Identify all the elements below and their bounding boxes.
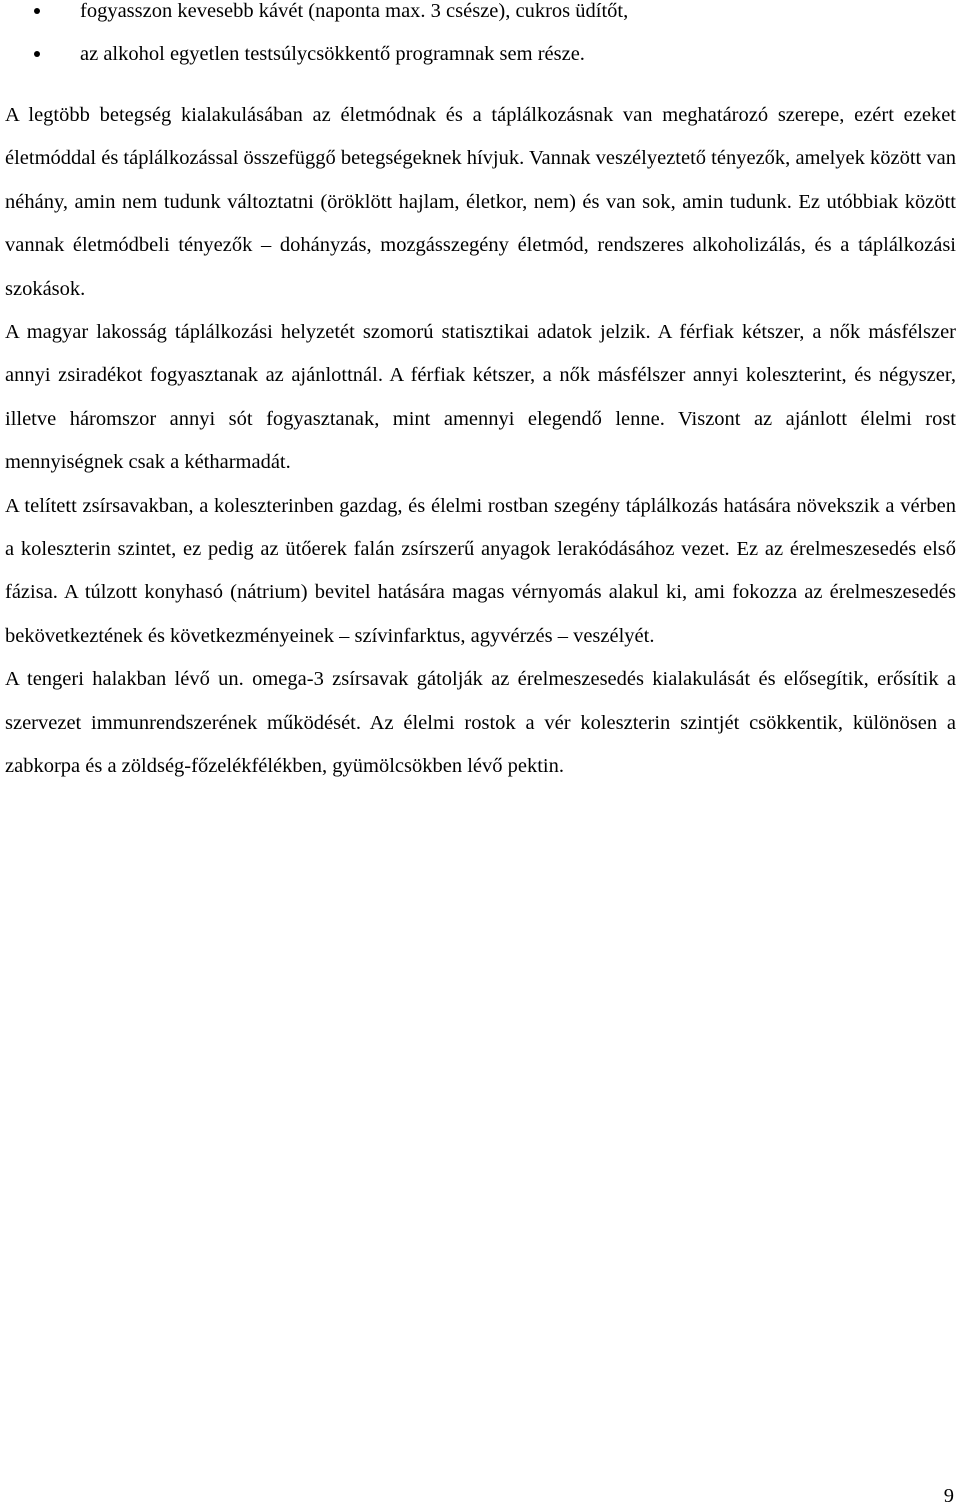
bullet-text: az alkohol egyetlen testsúlycsökkentő programnak sem része. bbox=[80, 43, 585, 65]
bullet-item bbox=[5, 0, 956, 33]
bullet-item bbox=[5, 33, 956, 76]
bullet-list bbox=[5, 0, 956, 76]
paragraph-lifestyle-diseases: A legtöbb betegség kialakulásában az életmódnak és a táplálkozásnak van meghatározó szerepe, ezért ezeket életmóddal és táplálkozással összefüggő betegségeknek hívjuk. Vannak veszélyeztető tényezők, amelyek között van néhány, amin nem tudunk változtatni (öröklött hajlam, életkor, nem) és van sok, amin tudunk. Ez utóbbiak között vannak életmódbeli tényezők – dohányzás, mozgásszegény életmód, rendszeres alkoholizálás, és a táplálkozási szokások. bbox=[5, 104, 956, 300]
document-body bbox=[5, 0, 956, 789]
paragraph-omega3-fiber: A tengeri halakban lévő un. omega-3 zsírsavak gátolják az érelmeszesedés kialakulását és elősegítik, erősítik a szervezet immunrendszerének működését. Az élelmi rostok a vér koleszterin szintjét csökkentik, különösen a zabkorpa és a zöldség-főzelékfélékben, gyümölcsökben lévő pektin. bbox=[5, 668, 956, 778]
page-number: 9 bbox=[943, 1485, 954, 1507]
bullet-dot-icon bbox=[34, 8, 40, 14]
paragraph-atherosclerosis: A telített zsírsavakban, a koleszterinben gazdag, és élelmi rostban szegény táplálkozás hatására növekszik a vérben a koleszterin szintet, ez pedig az ütőerek falán zsírszerű anyagok lerakódásához vezet. Ez az érelmeszesedés első fázisa. A túlzott konyhasó (nátrium) bevitel hatására magas vérnyomás alakul ki, ami fokozza az érelmeszesedés bekövetkeztének és következményeinek – szívinfarktus, agyvérzés – veszélyét. bbox=[5, 494, 956, 647]
bullet-dot-icon bbox=[34, 51, 40, 57]
paragraph-nutrition-statistics: A magyar lakosság táplálkozási helyzetét szomorú statisztikai adatok jelzik. A férfiak kétszer, a nők másfélszer annyi zsiradékot fogyasztanak az ajánlottnál. A férfiak kétszer, a nők másfélszer annyi koleszterint, és négyszer, illetve háromszor annyi sót fogyasztanak, mint amennyi elegendő lenne. Viszont az ajánlott élelmi rost mennyiségnek csak a kétharmadát. bbox=[5, 321, 956, 474]
bullet-text: fogyasszon kevesebb kávét (naponta max. 3 csésze), cukros üdítőt, bbox=[80, 0, 629, 22]
